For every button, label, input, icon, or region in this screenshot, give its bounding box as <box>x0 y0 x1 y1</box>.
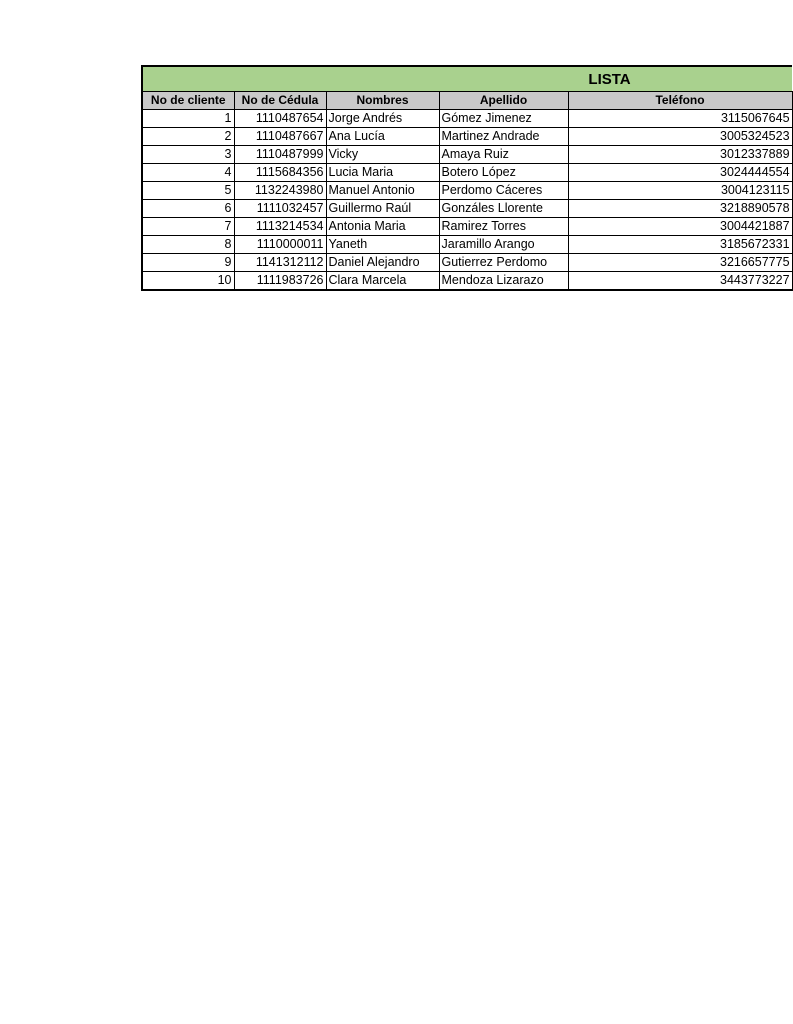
cell-cedula[interactable]: 1110000011 <box>234 236 326 254</box>
table-row <box>142 272 792 291</box>
header-nombres[interactable]: Nombres <box>326 92 439 110</box>
cell-nombres[interactable]: Antonia Maria <box>326 218 439 236</box>
cell-no-cliente[interactable]: 9 <box>142 254 234 272</box>
cell-cedula[interactable]: 1110487654 <box>234 110 326 128</box>
cell-telefono[interactable]: 3004421887 <box>568 218 792 236</box>
cell-telefono[interactable]: 3024444554 <box>568 164 792 182</box>
cell-no-cliente[interactable]: 10 <box>142 272 234 291</box>
cell-apellido[interactable]: Perdomo Cáceres <box>439 182 568 200</box>
cell-apellido[interactable]: Ramirez Torres <box>439 218 568 236</box>
cell-telefono[interactable]: 3115067645 <box>568 110 792 128</box>
table-title: LISTA <box>588 70 631 88</box>
cell-nombres[interactable]: Clara Marcela <box>326 272 439 291</box>
cell-cedula[interactable]: 1111983726 <box>234 272 326 291</box>
cell-no-cliente[interactable]: 2 <box>142 128 234 146</box>
header-telefono[interactable]: Teléfono <box>568 92 792 110</box>
table-row <box>142 110 792 128</box>
cell-nombres[interactable]: Daniel Alejandro <box>326 254 439 272</box>
cell-no-cliente[interactable]: 1 <box>142 110 234 128</box>
cell-cedula[interactable]: 1111032457 <box>234 200 326 218</box>
cell-apellido[interactable]: Gutierrez Perdomo <box>439 254 568 272</box>
cell-no-cliente[interactable]: 4 <box>142 164 234 182</box>
table-row <box>142 182 792 200</box>
cell-cedula[interactable]: 1113214534 <box>234 218 326 236</box>
cell-apellido[interactable]: Gómez Jimenez <box>439 110 568 128</box>
header-no-cliente[interactable]: No de cliente <box>142 92 234 110</box>
cell-telefono[interactable]: 3216657775 <box>568 254 792 272</box>
header-apellido[interactable]: Apellido <box>439 92 568 110</box>
header-row <box>142 92 792 110</box>
table-row <box>142 128 792 146</box>
cell-apellido[interactable]: Jaramillo Arango <box>439 236 568 254</box>
cell-telefono[interactable]: 3185672331 <box>568 236 792 254</box>
cell-telefono[interactable]: 3218890578 <box>568 200 792 218</box>
title-row <box>142 66 792 92</box>
cell-cedula[interactable]: 1141312112 <box>234 254 326 272</box>
client-sheet <box>141 65 790 291</box>
table-row <box>142 254 792 272</box>
cell-apellido[interactable]: Botero López <box>439 164 568 182</box>
cell-nombres[interactable]: Vicky <box>326 146 439 164</box>
client-table <box>141 65 793 291</box>
table-title-cell[interactable] <box>142 66 792 92</box>
cell-cedula[interactable]: 1110487667 <box>234 128 326 146</box>
cell-apellido[interactable]: Gonzáles Llorente <box>439 200 568 218</box>
cell-no-cliente[interactable]: 3 <box>142 146 234 164</box>
cell-no-cliente[interactable]: 6 <box>142 200 234 218</box>
cell-no-cliente[interactable]: 7 <box>142 218 234 236</box>
table-row <box>142 236 792 254</box>
table-row <box>142 164 792 182</box>
cell-cedula[interactable]: 1110487999 <box>234 146 326 164</box>
cell-telefono[interactable]: 3005324523 <box>568 128 792 146</box>
table-row <box>142 200 792 218</box>
cell-apellido[interactable]: Martinez Andrade <box>439 128 568 146</box>
table-row <box>142 146 792 164</box>
cell-cedula[interactable]: 1115684356 <box>234 164 326 182</box>
cell-nombres[interactable]: Ana Lucía <box>326 128 439 146</box>
cell-apellido[interactable]: Amaya Ruiz <box>439 146 568 164</box>
table-row <box>142 218 792 236</box>
cell-apellido[interactable]: Mendoza Lizarazo <box>439 272 568 291</box>
cell-telefono[interactable]: 3012337889 <box>568 146 792 164</box>
cell-nombres[interactable]: Lucia Maria <box>326 164 439 182</box>
cell-nombres[interactable]: Yaneth <box>326 236 439 254</box>
cell-no-cliente[interactable]: 5 <box>142 182 234 200</box>
cell-nombres[interactable]: Jorge Andrés <box>326 110 439 128</box>
cell-nombres[interactable]: Guillermo Raúl <box>326 200 439 218</box>
cell-cedula[interactable]: 1132243980 <box>234 182 326 200</box>
cell-telefono[interactable]: 3004123115 <box>568 182 792 200</box>
header-no-cedula[interactable]: No de Cédula <box>234 92 326 110</box>
cell-no-cliente[interactable]: 8 <box>142 236 234 254</box>
cell-telefono[interactable]: 3443773227 <box>568 272 792 291</box>
cell-nombres[interactable]: Manuel Antonio <box>326 182 439 200</box>
